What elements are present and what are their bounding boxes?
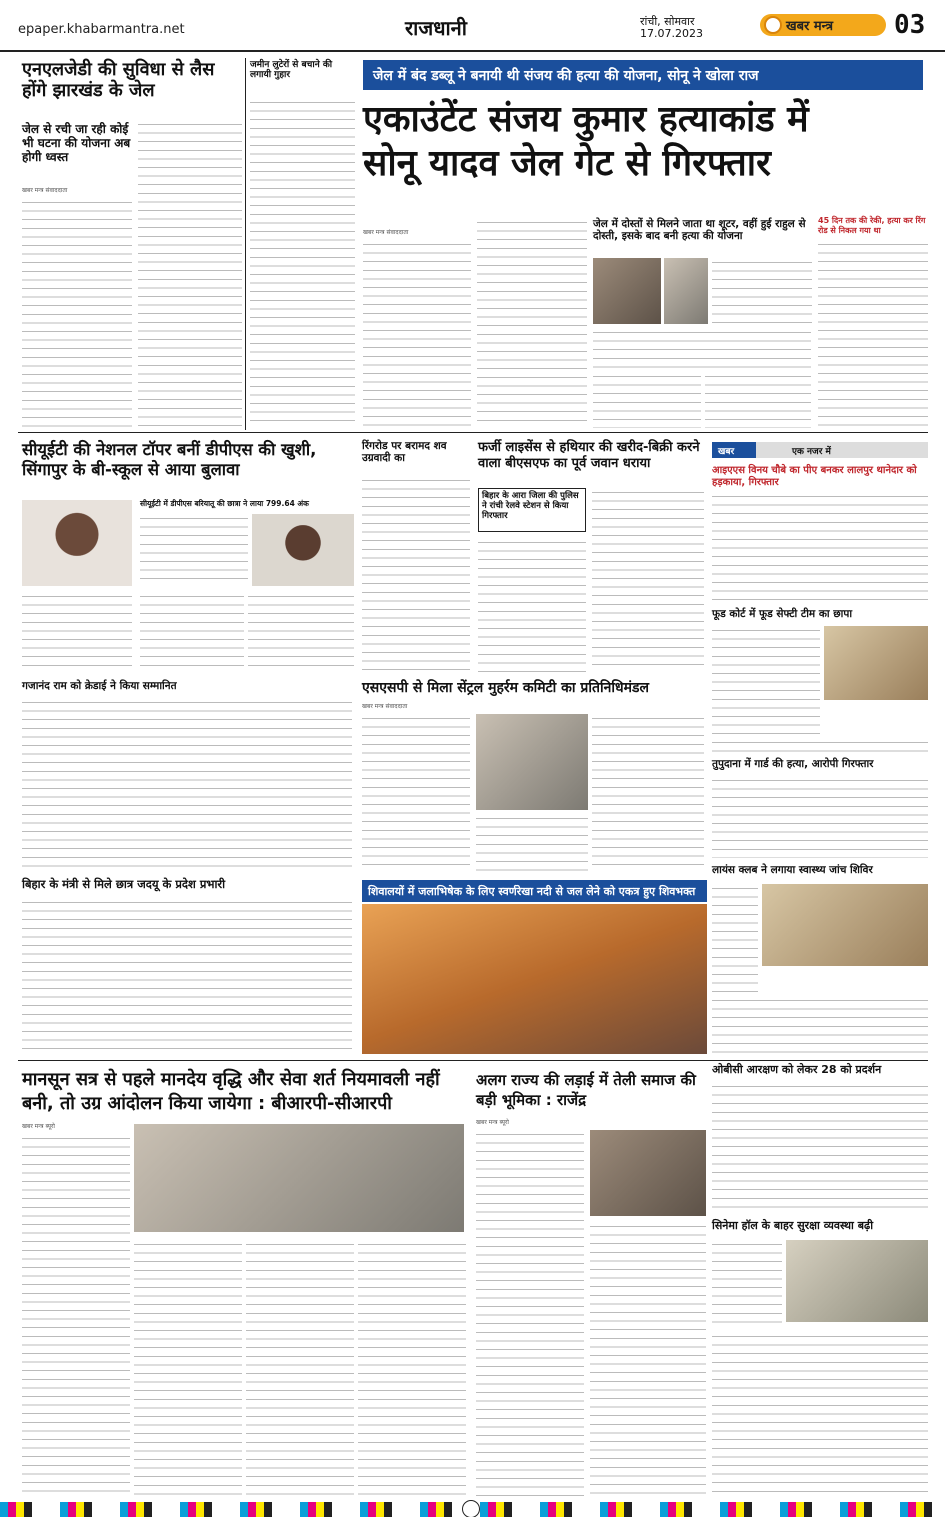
shooter-body-top xyxy=(712,258,812,324)
lead-banner: जेल में बंद डब्लू ने बनायी थी संजय की हत्या की योजना, सोनू ने खोला राज xyxy=(363,60,923,90)
loot-body xyxy=(250,98,355,428)
lead-body-col1 xyxy=(363,240,471,428)
food-body xyxy=(712,626,820,734)
shooter-photo-left xyxy=(593,258,661,324)
nlj-body-col2 xyxy=(138,120,242,428)
shiv-banner: शिवालयों में जलाभिषेक के लिए स्वर्णरेखा नदी से जल लेने को एकत्र हुए शिवभक्त xyxy=(362,880,707,902)
lions-body-narrow xyxy=(712,884,758,994)
food-body-end xyxy=(712,738,928,752)
cinema-headline: सिनेमा हॉल के बाहर सुरक्षा व्यवस्था बढ़ी xyxy=(712,1219,874,1232)
ek-nazar-title: एक नजर में xyxy=(792,447,831,457)
brand-logo xyxy=(760,14,886,36)
rajendra-headline: अलग राज्य की लड़ाई में तेली समाज की बड़ी भूमिका : राजेंद्र xyxy=(476,1071,696,1109)
registration-mark-icon xyxy=(462,1500,480,1517)
lions-photo xyxy=(762,884,928,966)
monsoon-body-col2 xyxy=(134,1240,242,1496)
topper-body-col2a xyxy=(140,514,248,586)
shooter-headline: जेल में दोस्तों से मिलने जाता था शूटर, वहीं हुई राहुल से दोस्ती, इसके बाद बनी हत्या की योजना xyxy=(593,218,806,243)
topper-subhead: सीयूईटी में डीपीएस बरियातू की छात्रा ने लाया 799.64 अंक xyxy=(140,499,309,508)
aps-body xyxy=(712,492,928,602)
lions-body xyxy=(712,996,928,1058)
ringroad-headline: रिंगरोड पर बरामद शव उग्रवादी का xyxy=(362,440,447,465)
arms-subhead: बिहार के आरा जिला की पुलिस ने रांची रेलवे स्टेशन से किया गिरफ्तार xyxy=(478,488,586,532)
cinema-photo xyxy=(786,1240,928,1322)
ringroad-body xyxy=(362,476,470,672)
ssp-photo xyxy=(476,714,588,810)
topper-headline: सीयूईटी की नेशनल टॉपर बनीं डीपीएस की खुशी, सिंगापुर के बी-स्कूल से आया बुलावा xyxy=(22,440,317,479)
dateline-date: 17.07.2023 xyxy=(640,27,703,40)
ssp-body-col2 xyxy=(476,814,588,872)
ek-nazar-bar xyxy=(712,442,928,458)
topper-photo-2 xyxy=(252,514,354,586)
brand-logo-icon xyxy=(764,16,782,34)
shooter-body xyxy=(593,328,811,368)
topper-body-col1 xyxy=(22,592,132,670)
arms-body-col2 xyxy=(592,488,704,672)
shooter-body-col2 xyxy=(705,372,811,428)
ssp-body-col1 xyxy=(362,714,470,872)
cinema-body xyxy=(712,1332,928,1496)
lead-byline: खबर मन्त्र संवाददाता xyxy=(363,229,409,236)
shooter-body-col1 xyxy=(593,372,701,428)
section-divider-2 xyxy=(18,1060,928,1061)
tupudana-body xyxy=(712,776,928,858)
lead-headline-line2: सोनू यादव जेल गेट से गिरफ्तार xyxy=(363,143,771,184)
dateline-city: रांची, सोमवार xyxy=(640,15,695,28)
monsoon-body-col3 xyxy=(246,1240,354,1496)
monsoon-body-col4 xyxy=(358,1240,466,1496)
nlj-byline: खबर मन्त्र संवाददाता xyxy=(22,187,68,194)
site-url[interactable]: epaper.khabarmantra.net xyxy=(18,22,185,37)
rajendra-body-col2 xyxy=(590,1222,706,1496)
rajendra-photo xyxy=(590,1130,706,1216)
nlj-headline: एनएलजेडी की सुविधा से लैस होंगे झारखंड के जेल xyxy=(22,59,215,101)
ek-nazar-brand: खबर xyxy=(718,447,735,457)
ssp-headline: एसएसपी से मिला सेंट्रल मुहर्रम कमिटी का प्रतिनिधिमंडल xyxy=(362,680,649,696)
obc-headline: ओबीसी आरक्षण को लेकर 28 को प्रदर्शन xyxy=(712,1063,882,1076)
arms-body-col1 xyxy=(478,538,586,672)
bihar-headline: बिहार के मंत्री से मिले छात्र जदयू के प्रदेश प्रभारी xyxy=(22,877,226,891)
shooter-photo-mid xyxy=(664,258,708,324)
right-kicker: 45 दिन तक की रेकी, हत्या कर रिंग रोड से निकल गया था xyxy=(818,216,926,235)
dateline xyxy=(640,16,703,40)
loot-headline: जमीन लुटेरों से बचाने की लगायी गुहार xyxy=(250,60,333,81)
right-kicker-body xyxy=(818,240,928,428)
nlj-subhead: जेल से रची जा रही कोई भी घटना की योजना अब होगी ध्वस्त xyxy=(22,122,131,164)
shiv-photo xyxy=(362,904,707,1054)
masthead xyxy=(0,0,945,52)
obc-body xyxy=(712,1082,928,1214)
section-divider xyxy=(18,432,928,433)
food-photo xyxy=(824,626,928,700)
brand-name: खबर मन्त्र xyxy=(786,19,834,34)
column-rule xyxy=(245,58,246,430)
tupudana-headline: तुपुदाना में गार्ड की हत्या, आरोपी गिरफ्तार xyxy=(712,758,874,770)
topper-body-col2 xyxy=(140,592,244,670)
page-number: 03 xyxy=(894,10,926,40)
gajanand-body xyxy=(22,698,352,870)
rajendra-byline: खबर मन्त्र ब्यूरो xyxy=(476,1119,509,1126)
rajendra-body-col1 xyxy=(476,1130,584,1496)
arms-headline: फर्जी लाइसेंस से हथियार की खरीद-बिक्री करने वाला बीएसएफ का पूर्व जवान धराया xyxy=(478,440,700,471)
nlj-body-col1 xyxy=(22,198,132,428)
monsoon-body-col1 xyxy=(22,1134,130,1496)
aps-headline: आइएएस विनय चौबे का पीए बनकर लालपुर थानेदार को हड़काया, गिरफ्तार xyxy=(712,465,917,488)
topper-photo-1 xyxy=(22,500,132,586)
monsoon-photo xyxy=(134,1124,464,1232)
ssp-body-col3 xyxy=(592,714,704,872)
ssp-byline: खबर मन्त्र संवाददाता xyxy=(362,703,408,710)
lead-body-col2 xyxy=(477,218,587,428)
monsoon-headline: मानसून सत्र से पहले मानदेय वृद्धि और सेवा शर्त नियमावली नहीं बनी, तो उग्र आंदोलन किया जायेगा : बीआरपी-सीआरपी xyxy=(22,1069,440,1114)
section-title: राजधानी xyxy=(405,16,467,40)
topper-body-col3 xyxy=(248,592,354,670)
cinema-body-narrow xyxy=(712,1240,782,1328)
monsoon-byline: खबर मन्त्र ब्यूरो xyxy=(22,1123,55,1130)
gajanand-headline: गजानंद राम को क्रेडाई ने किया सम्मानित xyxy=(22,680,177,692)
lead-headline-line1: एकाउंटेंट संजय कुमार हत्याकांड में xyxy=(363,99,809,140)
lead-headline xyxy=(363,98,928,186)
food-headline: फूड कोर्ट में फूड सेफ्टी टीम का छापा xyxy=(712,608,853,620)
bihar-body xyxy=(22,898,352,1052)
lions-headline: लायंस क्लब ने लगाया स्वास्थ्य जांच शिविर xyxy=(712,864,873,876)
